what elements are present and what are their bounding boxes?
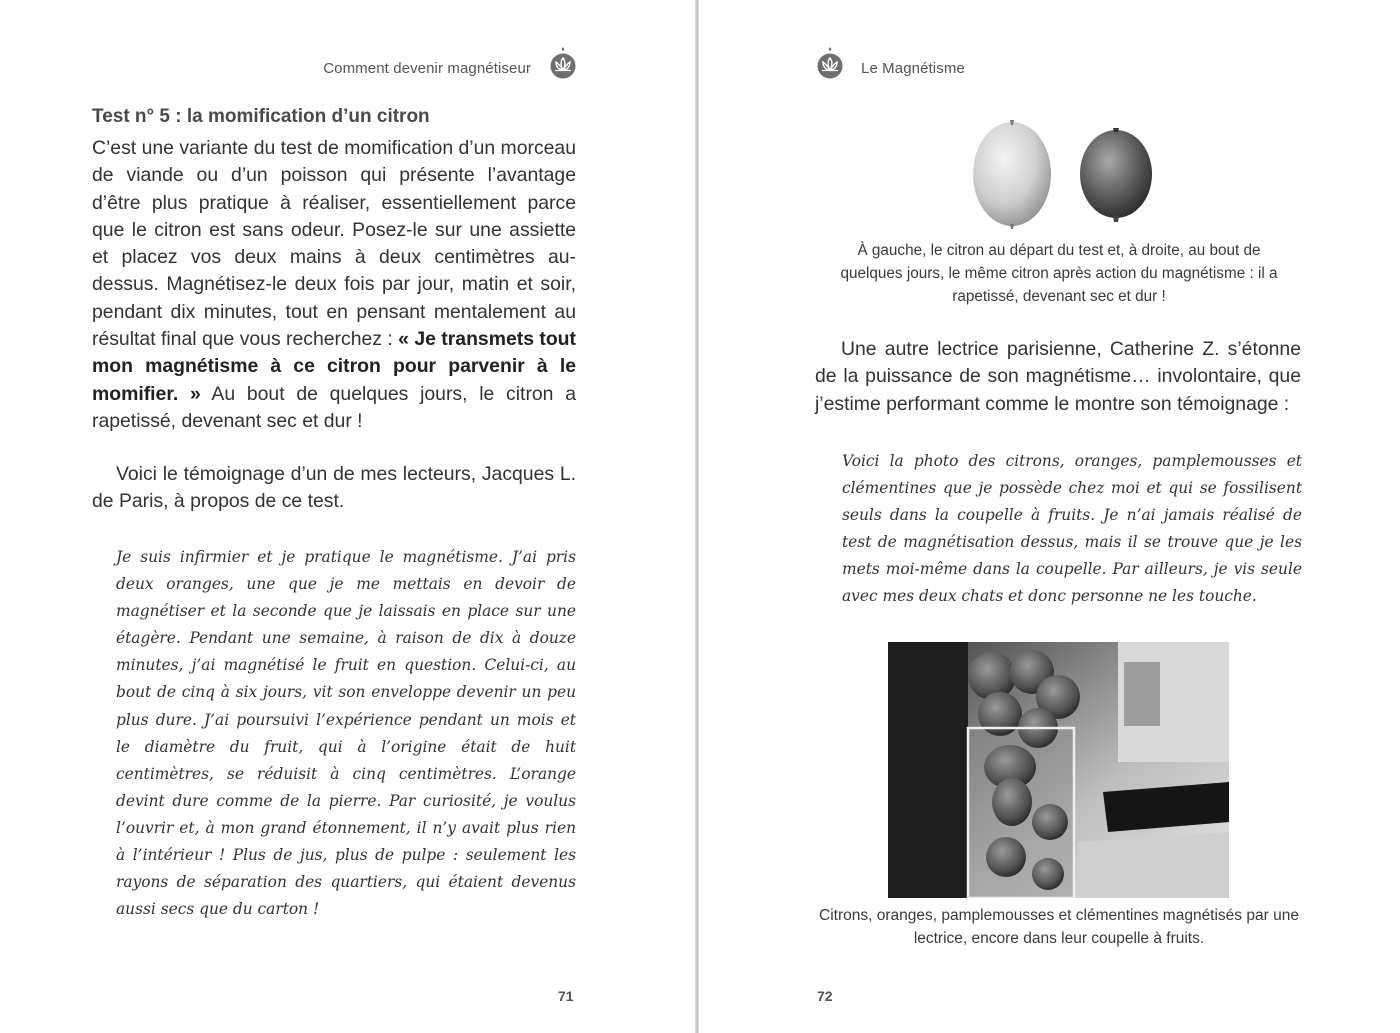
lotus-icon [550,46,576,80]
paragraph-intro-text: C’est une variante du test de momification d’un morceau de viande ou d’un poisson qui présente l’avantage d’être plus pratique à réaliser, essentiellement parce que le citron est sans odeur. Posez-le sur une assiette et placez vos deux mains à deux centimètres au-dessus. Magnétisez-le deux fois par jour, matin et soir, pendant dix minutes, tout en pensant mentalement au résultat final que vous recherchez : [92,137,576,351]
page-number-right: 72 [817,988,833,1004]
running-head-left: Comment devenir magnétiseur [323,60,531,77]
page-number-left: 71 [558,988,574,1004]
caption-lemons: À gauche, le citron au départ du test et, à droite, au bout de quelques jours, le même citron après action du magnétisme : il a rapetissé, devenant sec et dur ! [840,242,1278,305]
left-page [0,0,696,1033]
caption-fruit-bowl: Citrons, oranges, pamplemousses et clémentines magnétisés par une lectrice, encore dans leur coupelle à fruits. [819,907,1299,947]
paragraph-testimony-intro: Voici le témoignage d’un de mes lecteurs, Jacques L. de Paris, à propos de ce test. [92,463,576,513]
paragraph-intro [92,135,576,435]
testimony-jacques: Je suis infirmier et je pratique le magnétisme. J’ai pris deux oranges, une que je me mettais en devoir de magnétiser et la seconde que je laissais en place sur une étagère. Pendant une semaine, à raison de dix à douze minutes, j’ai magnétisé le fruit en question. Celui-ci, au bout de cinq à six jours, vit son enveloppe devenir un peu plus dure. J’ai poursuivi l’expérience pendant un mois et le diamètre du fruit, qui à l’origine était de huit centimètres, se réduisit à cinq centimètres. L’orange devint dure comme de la pierre. Par curiosité, je voulus l’ouvrir et, à mon grand étonnement, il n’y avait plus rien à l’intérieur ! Plus de jus, plus de pulpe : seulement les rayons de séparation des quartiers, qui étaient devenus aussi secs que du carton ! [116,548,576,919]
mummified-lemon [1080,128,1152,222]
affirmation-quote: « Je transmets tout mon magnétisme à ce citron pour parvenir à le momifier. » [92,328,576,405]
paragraph-catherine: Une autre lectrice parisienne, Catherine Z. s’étonne de la puissance de son magnétisme… involontaire, que j’estime performant comme le montre son témoignage : [815,338,1301,415]
fresh-lemon [973,120,1051,229]
paragraph-intro-outro: Au bout de quelques jours, le citron a rapetissé, devenant sec et dur ! [92,382,576,432]
section-heading: Test n° 5 : la momification d’un citron [92,106,430,127]
fruit-bowl-photo [888,642,1229,898]
lemons-photo [967,114,1157,232]
right-page [699,0,1400,1033]
lotus-icon [817,46,843,80]
testimony-catherine: Voici la photo des citrons, oranges, pamplemousses et clémentines que je possède chez moi et qui se fossilisent seuls dans la coupelle à fruits. Je n’ai jamais réalisé de test de magnétisation dessus, mais il se trouve que je les mets moi-même dans la coupelle. Par ailleurs, je vis seule avec mes deux chats et donc personne ne les touche. [842,452,1302,606]
running-head-right: Le Magnétisme [861,60,965,77]
